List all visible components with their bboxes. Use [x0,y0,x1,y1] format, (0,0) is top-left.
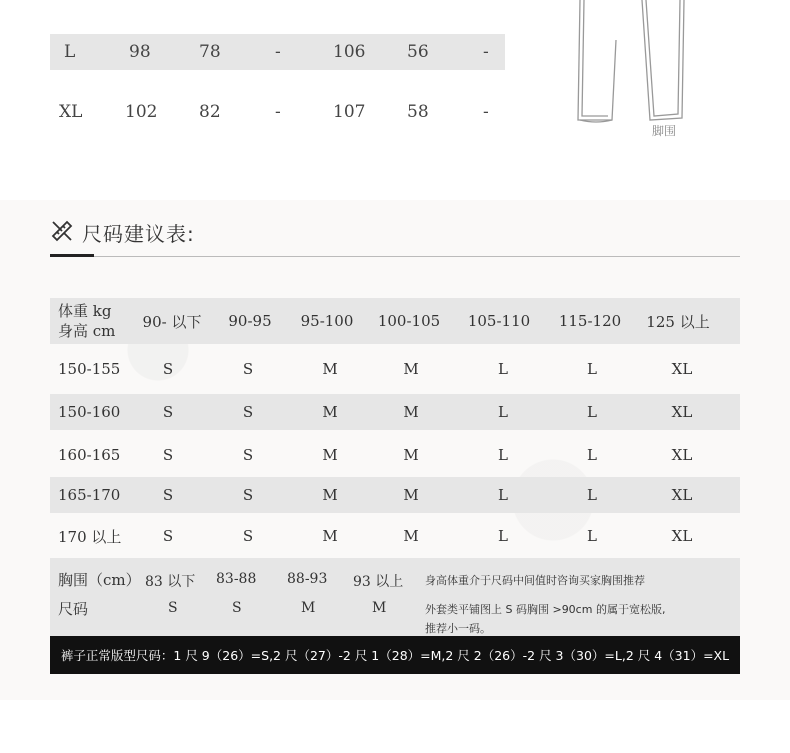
size-cell: S [242,527,254,545]
size-cell: M [403,360,419,378]
top-table-row-xl [50,94,505,130]
pants-size-note: 裤子正常版型尺码：1 尺 9（26）=S,2 尺（27）-2 尺 1（28）=M,2 尺 2（26）-2 尺 3（30）=L,2 尺 4（31）=XL [60,648,730,663]
size-cell: S [162,486,174,504]
chest-value: 83-88 [216,571,257,587]
size-cell: M [322,446,338,464]
value-cell: - [275,102,281,122]
chest-value: 88-93 [287,571,328,587]
height-cell: 170 以上 [58,527,122,546]
ruler-pencil-icon [50,219,74,247]
size-cell: L [587,486,597,504]
chest-value: 83 以下 [145,574,196,590]
size-cell: L [587,527,597,545]
weight-header: 100-105 [377,312,441,330]
recommend-note: 身高体重介于尺码中间值时咨询买家胸围推荐 [425,574,645,587]
heading-accent-bar [50,254,94,257]
size-cell: S [162,403,174,421]
size-cell: L [587,403,597,421]
size-cell: M [403,527,419,545]
size-cell: M [322,360,338,378]
size-cell: L [587,446,597,464]
section-title: 尺码建议表: [82,222,195,246]
size-cell: L [587,360,597,378]
size-down-note: 推荐小一码。 [425,622,491,635]
value-cell: 102 [125,102,158,122]
chest-size-value: M [301,600,316,616]
size-cell: XL [671,403,693,421]
loose-fit-note: 外套类平铺图上 S 码胸围 >90cm 的属于宽松版, [425,603,666,616]
size-cell: L [64,42,76,62]
value-cell: - [483,102,489,122]
size-table-header [50,298,740,344]
table-row [50,518,740,554]
weight-label: 体重 kg [58,302,112,320]
pants-size-bar [50,636,740,674]
weight-header: 105-110 [467,312,531,330]
top-table-row-l [50,34,505,70]
chest-value: 93 以上 [353,574,404,590]
chest-size-block [50,558,740,636]
weight-header: 115-120 [558,312,622,330]
chest-label: 胸围（cm） [58,571,141,589]
size-label: 尺码 [58,600,89,618]
value-cell: 106 [333,42,366,62]
size-cell: M [322,403,338,421]
size-cell: S [162,527,174,545]
header-corner [58,298,115,344]
value-cell: 58 [407,102,429,122]
height-cell: 150-155 [58,360,121,378]
ankle-label: 脚围 [652,124,677,138]
value-cell: - [483,42,489,62]
size-cell: S [242,403,254,421]
weight-header: 90-95 [228,312,272,330]
table-row [50,436,740,474]
pants-sketch [570,0,700,144]
size-cell: XL [671,360,693,378]
value-cell: 78 [199,42,221,62]
size-cell: M [322,486,338,504]
size-cell: M [403,446,419,464]
chest-size-value: S [168,600,178,616]
height-cell: 165-170 [58,486,121,504]
table-row [50,394,740,430]
value-cell: 82 [199,102,221,122]
weight-header: 90- 以下 [142,312,202,331]
size-cell: XL [59,102,83,122]
size-cell: XL [671,486,693,504]
size-cell: M [322,527,338,545]
table-row [50,477,740,513]
weight-header: 125 以上 [646,312,710,331]
height-label: 身高 cm [58,322,116,340]
size-cell: S [162,446,174,464]
chest-size-value: M [372,600,387,616]
value-cell: 56 [407,42,429,62]
size-cell: XL [671,446,693,464]
value-cell: 107 [333,102,366,122]
size-cell: S [242,360,254,378]
heading-divider [50,256,740,257]
height-cell: 160-165 [58,446,121,464]
size-cell: L [498,486,508,504]
size-cell: L [498,446,508,464]
size-cell: S [242,486,254,504]
section-heading [50,218,195,247]
size-cell: XL [671,527,693,545]
weight-header: 95-100 [300,312,354,330]
size-cell: M [403,403,419,421]
size-cell: L [498,360,508,378]
size-cell: L [498,403,508,421]
value-cell: - [275,42,281,62]
size-cell: S [162,360,174,378]
size-cell: M [403,486,419,504]
height-cell: 150-160 [58,403,121,421]
table-row [50,350,740,388]
value-cell: 98 [129,42,151,62]
chest-size-value: S [232,600,242,616]
size-cell: L [498,527,508,545]
size-cell: S [242,446,254,464]
